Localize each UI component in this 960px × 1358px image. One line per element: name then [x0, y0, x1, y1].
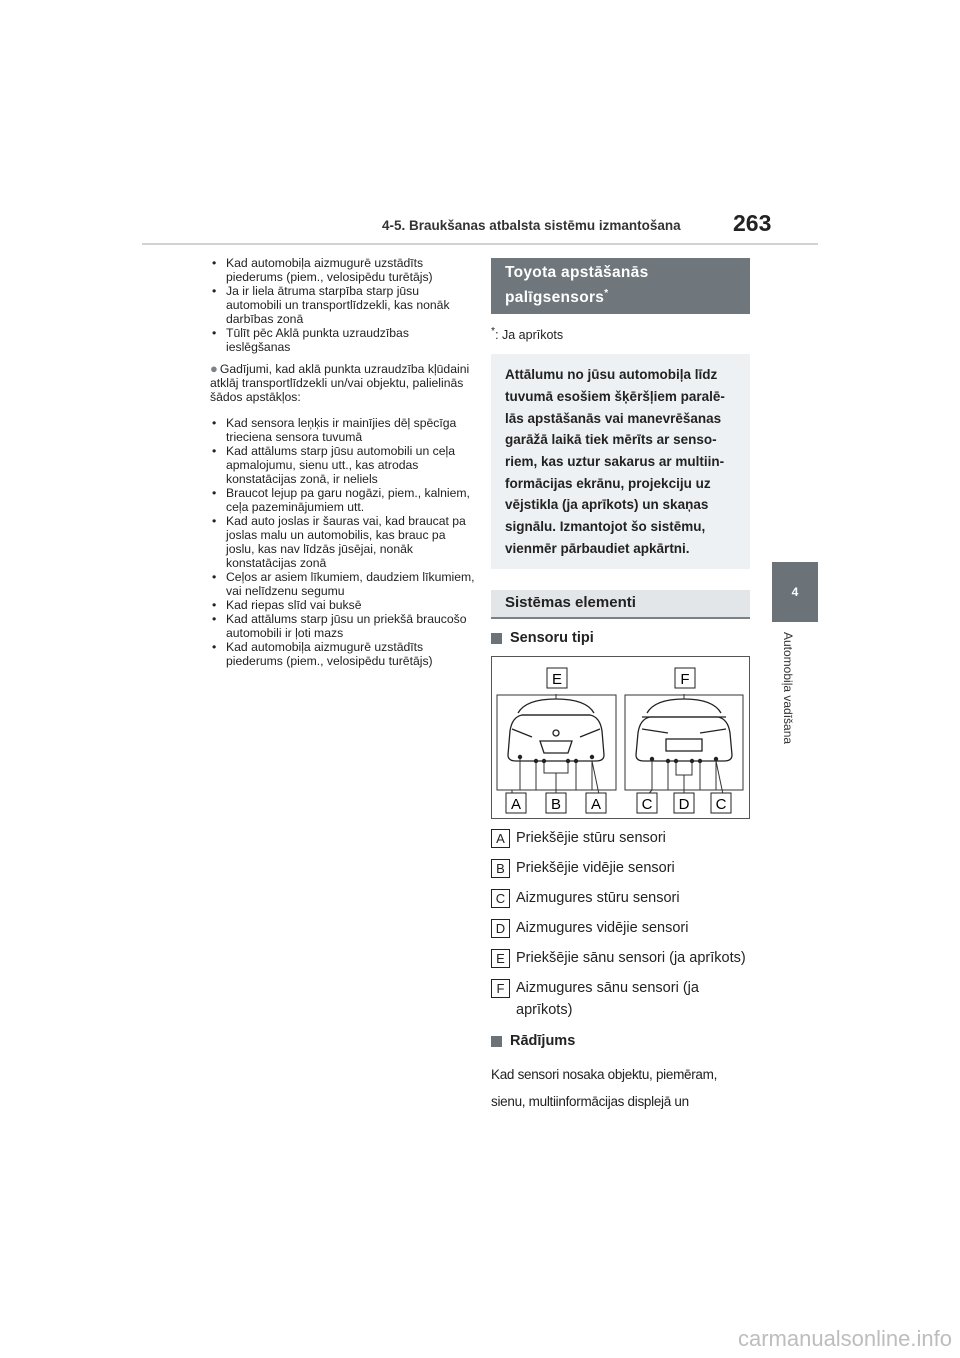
rear-car-icon	[636, 699, 732, 761]
display-paragraph: Kad sensori nosaka objektu, piemēram, sienu, multiinformācijas displejā un	[491, 1067, 718, 1110]
sensor-lines	[512, 694, 724, 799]
list-item: • Kad automobiļa aizmugurē uzstādīts piederums (piem., velosipēdu turētājs)	[210, 256, 475, 284]
page-number: 263	[733, 210, 772, 236]
chapter-number: 4	[791, 585, 799, 599]
section-band-title	[491, 258, 750, 314]
header-divider	[142, 243, 818, 245]
diagram-label-c-left: C	[641, 796, 653, 814]
front-car-icon	[508, 699, 604, 761]
band-title-line1: Toyota apstāšanās	[505, 264, 649, 281]
circle-list-item	[210, 362, 475, 404]
circle-bullet-icon: ●	[210, 361, 218, 376]
list-item: • Kad auto joslas ir šauras vai, kad braucat pa joslas malu un automobilis, kas brauc pa joslu, kas nav līdzās jūsējai, nonāk konstatācijas zonā	[210, 514, 475, 570]
legend-text: Priekšējie stūru sensori	[516, 830, 666, 847]
chapter-label: Automobiļa vadīšana	[781, 632, 795, 745]
subheading-text: Rādījums	[510, 1033, 576, 1050]
legend-item	[491, 917, 750, 939]
list-item: • Braucot lejup pa garu nogāzi, piem., kalniem, ceļa pazeminājumiem utt.	[210, 486, 475, 514]
list-item: • Kad attālums starp jūsu automobili un ceļa apmalojumu, sienu utt., kas atrodas konstatācijas zonā, ir neliels	[210, 444, 475, 486]
legend-letter: F	[491, 979, 510, 998]
right-column	[491, 258, 750, 1115]
legend-text: Aizmugures sānu sensori (ja aprīkots)	[516, 980, 699, 1019]
band-title-line2: palīgsensors	[505, 289, 605, 307]
diagram-label-b: B	[550, 796, 562, 814]
legend-item	[491, 977, 750, 1021]
circle-item-text: Gadījumi, kad aklā punkta uzraudzība kļūdaini atklāj transportlīdzekli un/vai objektu, palielinās šādos apstākļos:	[210, 362, 470, 404]
square-bullet-icon	[491, 633, 502, 644]
legend-text: Priekšējie sānu sensori (ja aprīkots)	[516, 950, 746, 967]
legend-item	[491, 827, 750, 849]
diagram-label-c-right: C	[715, 796, 727, 814]
legend-text: Aizmugures vidējie sensori	[516, 920, 689, 937]
legend-text: Priekšējie vidējie sensori	[516, 860, 675, 877]
sensor-diagram-svg	[492, 657, 749, 818]
square-bullet-icon	[491, 1036, 502, 1047]
legend-letter: E	[491, 949, 510, 968]
legend-letter: D	[491, 919, 510, 938]
watermark: carmanualsonline.info	[737, 1326, 952, 1351]
footnote	[491, 326, 750, 344]
subheading-text: Sensoru tipi	[510, 630, 594, 647]
diagram-label-e: E	[551, 671, 563, 689]
footnote-text: : Ja aprīkots	[495, 328, 564, 343]
legend-text: Aizmugures stūru sensori	[516, 890, 680, 907]
legend-item	[491, 947, 750, 969]
section-heading: Sistēmas elementi	[491, 590, 750, 619]
list-item: • Tūlīt pēc Aklā punkta uzraudzības ieslēgšanas	[210, 326, 475, 354]
band-title-mark: *	[604, 288, 609, 299]
sensor-dots	[518, 755, 718, 763]
intro-box: Attālumu no jūsu automobiļa līdz tuvumā esošiem šķēršļiem paralē-lās apstāšanās vai manevrēšanas garāžā laikā tiek mērīts ar senso-riem, kas uztur sakarus ar multiin-formācijas ekrānu, projekciju uz vējstikla (ja aprīkots) un skaņas signālu. Izmantojot šo sistēmu, vienmēr pārbaudiet apkārtni.	[491, 354, 750, 569]
subheading-sensor-types	[491, 630, 750, 646]
list-item: • Kad sensora leņķis ir mainījies dēļ spēcīga trieciena sensora tuvumā	[210, 416, 475, 444]
sensor-diagram	[491, 656, 750, 819]
list-item: • Ceļos ar asiem līkumiem, daudziem līkumiem, vai nelīdzenu segumu	[210, 570, 475, 598]
section-title: 4-5. Braukšanas atbalsta sistēmu izmantošana	[382, 218, 681, 233]
legend-letter: C	[491, 889, 510, 908]
chapter-tab	[772, 562, 818, 622]
diagram-label-d: D	[678, 796, 690, 814]
diagram-label-f: F	[680, 671, 690, 689]
list-item: • Ja ir liela ātruma starpība starp jūsu automobili un transportlīdzekli, kas nonāk darbības zonā	[210, 284, 475, 326]
footnote-mark: *	[491, 326, 496, 338]
list-item: • Kad automobiļa aizmugurē uzstādīts piederums (piem., velosipēdu turētājs)	[210, 640, 475, 668]
subheading-display	[491, 1033, 750, 1049]
legend-item	[491, 887, 750, 909]
left-column	[210, 256, 475, 668]
legend-letter: A	[491, 829, 510, 848]
diagram-label-a-left: A	[510, 796, 522, 814]
legend-letter: B	[491, 859, 510, 878]
list-item: • Kad attālums starp jūsu un priekšā braucošo automobili ir ļoti mazs	[210, 612, 475, 640]
diagram-label-a-right: A	[590, 796, 602, 814]
legend-item	[491, 857, 750, 879]
list-item: • Kad riepas slīd vai buksē	[210, 598, 475, 612]
